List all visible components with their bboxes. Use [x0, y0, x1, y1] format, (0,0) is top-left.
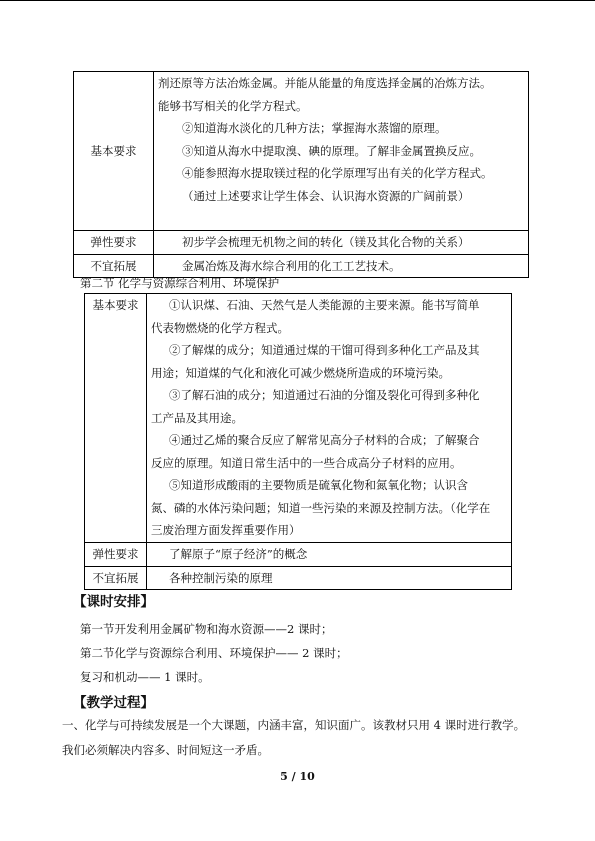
no-extension-cell	[147, 566, 512, 590]
table-row	[85, 294, 512, 543]
process-line: 一、化学与可持续发展是一个大课题，内涵丰富，知识面广。该教材只用 4 课时进行教学。	[62, 718, 526, 732]
requirements-table-section1	[73, 71, 529, 278]
table-row	[74, 231, 529, 255]
req-line: 氮、磷的水体污染问题；知道一些污染的来源及控制方法。（化学在	[151, 500, 491, 515]
req-line: ②了解煤的成分；知道通过煤的干馏可得到多种化工产品及其	[169, 343, 480, 357]
schedule-item: 第一节开发利用金属矿物和海水资源——2 课时；	[80, 622, 333, 636]
process-line: 我们必须解决内容多、时间短这一矛盾。	[62, 743, 269, 757]
req-line: ④通过乙烯的聚合反应了解常见高分子材料的合成；了解聚合	[169, 433, 480, 447]
req-line: （通过上述要求让学生体会、认识海水资源的广阔前景）	[182, 188, 470, 203]
req-line: 剂还原等方法冶炼金属。并能从能量的角度选择金属的冶炼方法。	[158, 76, 492, 90]
req-line: 反应的原理。知道日常生活中的一些合成高分子材料的应用。	[151, 455, 462, 470]
req-line: 能够书写相关的化学方程式。	[158, 98, 308, 113]
process-heading: 【教学过程】	[73, 695, 154, 711]
schedule-heading: 【课时安排】	[73, 594, 154, 610]
req-line: 代表物燃烧的化学方程式。	[151, 320, 289, 335]
no-extension-label: 不宜拓展	[85, 566, 147, 590]
req-line: ④能参照海水提取镁过程的化学原理写出有关的化学方程式。	[182, 166, 493, 180]
basic-requirement-cell	[154, 72, 529, 231]
table-row	[74, 72, 529, 231]
section2-title: 第二节 化学与资源综合利用、环境保护	[80, 276, 280, 290]
table-row	[74, 254, 529, 278]
req-line: 三废治理方面发挥重要作用）	[151, 523, 301, 537]
page-top-rule	[0, 0, 595, 1]
elastic-requirement-text: 了解原子“原子经济”的概念	[169, 547, 308, 561]
process-paragraph	[62, 713, 525, 763]
elastic-requirement-cell	[147, 543, 512, 567]
req-line: ③了解石油的成分；知道通过石油的分馏及裂化可得到多种化	[169, 388, 480, 402]
req-line: ⑤知道形成酸雨的主要物质是硫氧化物和氮氧化物；认识含	[169, 478, 468, 492]
req-line: ①认识煤、石油、天然气是人类能源的主要来源。能书写简单	[169, 298, 480, 312]
elastic-requirement-cell	[154, 231, 529, 255]
elastic-requirement-label: 弹性要求	[85, 543, 147, 567]
basic-requirement-label: 基本要求	[85, 294, 147, 543]
basic-requirement-cell	[147, 294, 512, 543]
schedule-item: 第二节化学与资源综合利用、环境保护—— 2 课时；	[80, 646, 348, 660]
table-row	[85, 543, 512, 567]
schedule-item: 复习和机动—— 1 课时。	[80, 670, 210, 684]
no-extension-text: 各种控制污染的原理	[169, 570, 273, 585]
elastic-requirement-label: 弹性要求	[74, 231, 154, 255]
no-extension-text: 金属冶炼及海水综合利用的化工工艺技术。	[182, 258, 401, 273]
req-line: 工产品及其用途。	[151, 410, 243, 425]
no-extension-label: 不宜拓展	[74, 254, 154, 278]
basic-requirement-label: 基本要求	[74, 72, 154, 231]
req-line: 用途；知道煤的气化和液化可减少燃烧所造成的环境污染。	[151, 365, 450, 380]
req-line: ②知道海水淡化的几种方法；掌握海水蒸馏的原理。	[182, 121, 447, 135]
requirements-table-section2	[84, 293, 512, 590]
req-line: ③知道从海水中提取溴、碘的原理。了解非金属置换反应。	[182, 143, 481, 158]
no-extension-cell	[154, 254, 529, 278]
page-number: 5 / 10	[280, 770, 315, 783]
elastic-requirement-text: 初步学会梳理无机物之间的转化（镁及其化合物的关系）	[182, 235, 470, 249]
table-row	[85, 566, 512, 590]
